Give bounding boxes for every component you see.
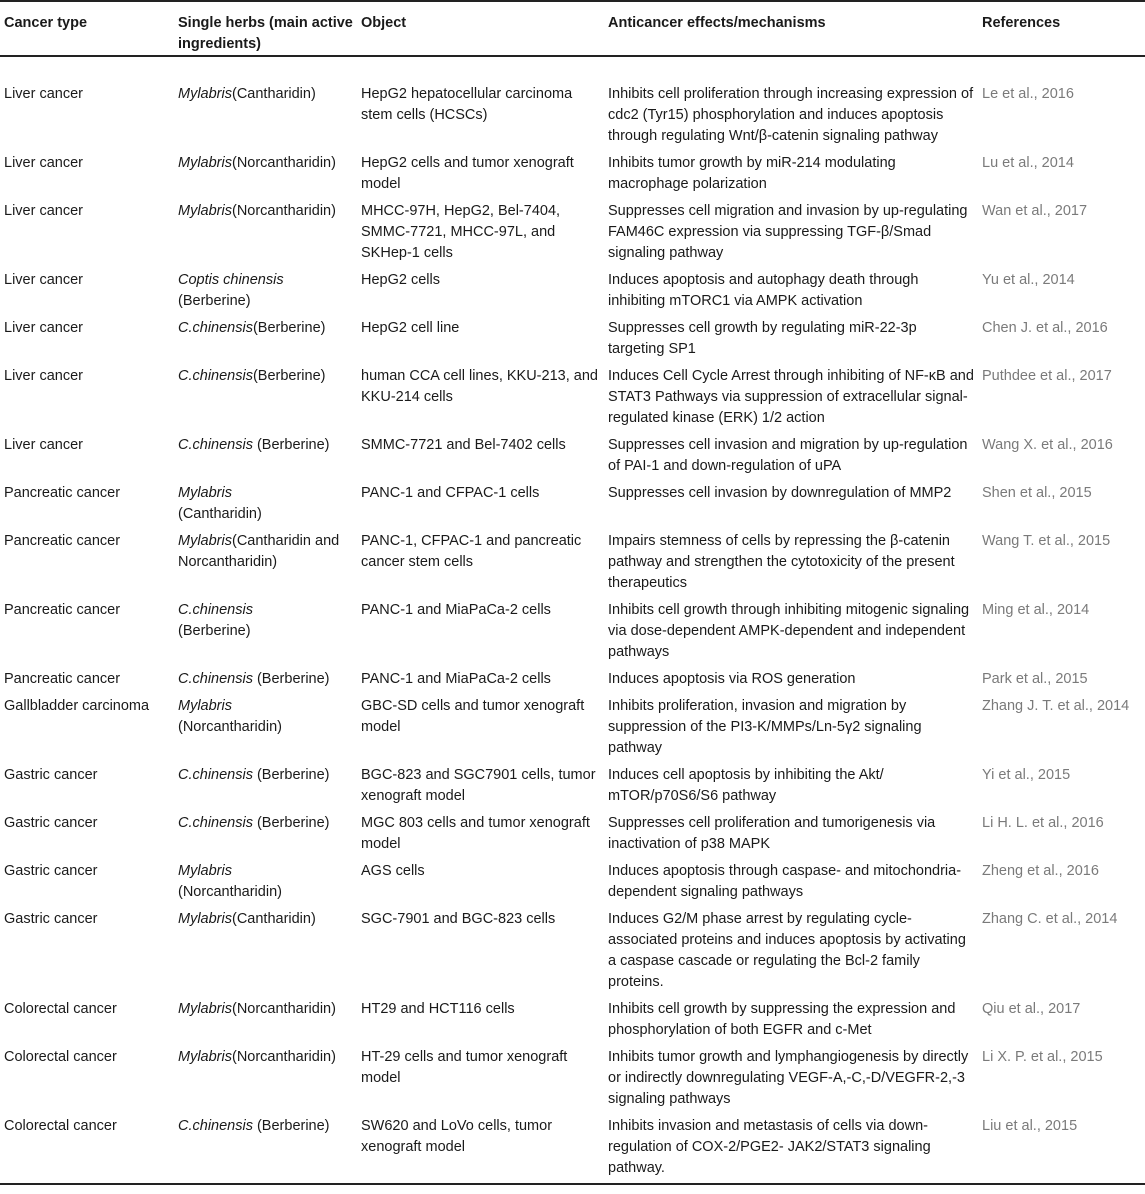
cell-reference: Qiu et al., 2017 (982, 1001, 1081, 1017)
herb-active-ingredient: (Norcantharidin) (178, 884, 282, 900)
cell-object: MGC 803 cells and tumor xenograft model (361, 815, 590, 852)
herb-species-name: Mylabris (178, 1001, 232, 1017)
herb-active-ingredient: (Berberine) (252, 1118, 330, 1134)
cell-single-herb (174, 528, 357, 597)
cell-reference: Le et al., 2016 (982, 86, 1074, 102)
cell-cancer-type: Colorectal cancer (4, 1049, 117, 1065)
cell-effect: Induces G2/M phase arrest by regulating cycle-associated proteins and induces apoptosis by activating a caspase cascade or regulating the Bcl-2 family proteins. (608, 911, 966, 990)
table-row (0, 315, 1145, 363)
table-row (0, 666, 1145, 693)
cell-single-herb (174, 1044, 357, 1113)
herb-species-name: C.chinensis (178, 815, 253, 831)
cell-object: HepG2 cells and tumor xenograft model (361, 155, 574, 192)
table-row (0, 810, 1145, 858)
table-row (0, 597, 1145, 666)
cell-reference: Li X. P. et al., 2015 (982, 1049, 1103, 1065)
cell-object: HepG2 cells (361, 272, 440, 288)
herb-active-ingredient: (Berberine) (178, 623, 251, 639)
herb-active-ingredient: (Berberine) (252, 767, 330, 783)
table-row (0, 198, 1145, 267)
table-row (0, 858, 1145, 906)
cell-effect: Suppresses cell growth by regulating miR-22-3p targeting SP1 (608, 320, 917, 357)
cell-reference: Park et al., 2015 (982, 671, 1088, 687)
cell-single-herb (174, 1113, 357, 1184)
cell-reference: Yi et al., 2015 (982, 767, 1071, 783)
cell-reference: Wang T. et al., 2015 (982, 533, 1111, 549)
herb-species-name: Mylabris (178, 533, 232, 549)
cell-object: PANC-1 and MiaPaCa-2 cells (361, 671, 551, 687)
cell-object: AGS cells (361, 863, 425, 879)
cell-single-herb (174, 363, 357, 432)
cell-cancer-type: Pancreatic cancer (4, 602, 121, 618)
table-row (0, 432, 1145, 480)
cell-object: PANC-1 and MiaPaCa-2 cells (361, 602, 551, 618)
cell-single-herb (174, 432, 357, 480)
herb-species-name: C.chinensis (178, 602, 253, 618)
cell-object: HT-29 cells and tumor xenograft model (361, 1049, 568, 1086)
table-row (0, 150, 1145, 198)
cell-single-herb (174, 666, 357, 693)
cell-single-herb (174, 858, 357, 906)
herb-active-ingredient: (Cantharidin) (231, 86, 316, 102)
cell-effect: Inhibits cell growth through inhibiting mitogenic signaling via dose-dependent AMPK-dependent and independent pathways (608, 602, 970, 660)
cell-effect: Inhibits invasion and metastasis of cells via down-regulation of COX-2/PGE2- JAK2/STAT3 signaling pathway. (604, 1113, 978, 1184)
table-header (0, 1, 1145, 56)
cell-cancer-type: Pancreatic cancer (4, 533, 121, 549)
header-references: References (978, 1, 1145, 56)
table-row (0, 1113, 1145, 1184)
cell-reference: Lu et al., 2014 (982, 155, 1074, 171)
cell-cancer-type: Pancreatic cancer (4, 671, 121, 687)
herb-species-name: Mylabris (178, 863, 232, 879)
cell-object: GBC-SD cells and tumor xenograft model (361, 698, 585, 735)
cell-effect: Induces apoptosis via ROS generation (608, 671, 856, 687)
cell-single-herb (174, 762, 357, 810)
herb-active-ingredient: (Norcantharidin) (231, 203, 336, 219)
cell-effect: Inhibits tumor growth by miR-214 modulating macrophage polarization (608, 155, 896, 192)
cell-single-herb (174, 810, 357, 858)
cell-single-herb (174, 480, 357, 528)
cell-reference: Wang X. et al., 2016 (982, 437, 1113, 453)
herb-active-ingredient: (Norcantharidin) (231, 1049, 336, 1065)
herb-active-ingredient: (Berberine) (252, 671, 330, 687)
cell-cancer-type: Liver cancer (4, 437, 83, 453)
cell-object: human CCA cell lines, KKU-213, and KKU-214 cells (361, 368, 598, 405)
cell-effect: Suppresses cell migration and invasion by up-regulating FAM46C expression via suppressing TGF-β/Smad signaling pathway (608, 203, 968, 261)
herb-active-ingredient: (Cantharidin) (231, 911, 316, 927)
cell-reference: Zheng et al., 2016 (982, 863, 1099, 879)
herb-active-ingredient: (Berberine) (252, 437, 330, 453)
herb-species-name: Mylabris (178, 1049, 232, 1065)
herb-species-name: Mylabris (178, 203, 232, 219)
herb-species-name: C.chinensis (178, 767, 253, 783)
header-effects: Anticancer effects/mechanisms (604, 1, 978, 56)
cell-object: SMMC-7721 and Bel-7402 cells (361, 437, 566, 453)
herb-species-name: Mylabris (178, 911, 232, 927)
cell-cancer-type: Gastric cancer (4, 863, 98, 879)
cell-single-herb (174, 693, 357, 762)
table-row (0, 693, 1145, 762)
herb-active-ingredient: (Cantharidin) (178, 506, 262, 522)
cell-cancer-type: Colorectal cancer (0, 1113, 174, 1184)
cell-reference: Puthdee et al., 2017 (982, 368, 1112, 384)
cell-cancer-type: Liver cancer (4, 86, 83, 102)
herb-active-ingredient: (Berberine) (252, 815, 330, 831)
header-cancer-type: Cancer type (0, 1, 174, 56)
table-row (0, 56, 1145, 150)
cell-reference: Ming et al., 2014 (982, 602, 1090, 618)
herb-active-ingredient: (Berberine) (178, 293, 251, 309)
table-row (0, 1044, 1145, 1113)
cell-single-herb (174, 56, 357, 150)
cell-object: SGC-7901 and BGC-823 cells (361, 911, 556, 927)
cell-reference: Yu et al., 2014 (982, 272, 1075, 288)
cell-effect: Induces apoptosis through caspase- and mitochondria-dependent signaling pathways (608, 863, 962, 900)
cell-object: PANC-1, CFPAC-1 and pancreatic cancer stem cells (361, 533, 582, 570)
table-row (0, 267, 1145, 315)
herb-active-ingredient: (Norcantharidin) (231, 1001, 336, 1017)
herb-species-name: Mylabris (178, 485, 232, 501)
cell-object: MHCC-97H, HepG2, Bel-7404, SMMC-7721, MHCC-97L, and SKHep-1 cells (361, 203, 561, 261)
cell-single-herb (174, 198, 357, 267)
cell-single-herb (174, 267, 357, 315)
cell-object: HepG2 hepatocellular carcinoma stem cells (HCSCs) (361, 86, 573, 123)
table-row (0, 363, 1145, 432)
cell-effect: Inhibits cell growth by suppressing the expression and phosphorylation of both EGFR and c-Met (608, 1001, 956, 1038)
herb-species-name: C.chinensis (178, 671, 253, 687)
table-row (0, 996, 1145, 1044)
herb-species-name: C.chinensis (178, 320, 253, 336)
cell-cancer-type: Liver cancer (4, 272, 83, 288)
cell-object: HT29 and HCT116 cells (361, 1001, 515, 1017)
header-single-herbs: Single herbs (main active ingredients) (174, 1, 357, 56)
herb-species-name: Mylabris (178, 155, 232, 171)
table-body (0, 56, 1145, 1184)
herb-active-ingredient: (Norcantharidin) (178, 719, 282, 735)
herb-species-name: C.chinensis (178, 437, 253, 453)
cell-cancer-type: Liver cancer (4, 155, 83, 171)
cell-single-herb (174, 996, 357, 1044)
cell-effect: Inhibits tumor growth and lymphangiogenesis by directly or indirectly downregulating VEGF-A,-C,-D/VEGFR-2,-3 signaling pathways (608, 1049, 969, 1107)
cell-cancer-type: Liver cancer (4, 320, 83, 336)
cell-object: BGC-823 and SGC7901 cells, tumor xenograft model (361, 767, 596, 804)
cell-cancer-type: Liver cancer (4, 368, 83, 384)
table-row (0, 906, 1145, 996)
cell-effect: Induces Cell Cycle Arrest through inhibiting of NF-κB and STAT3 Pathways via suppression of extracellular signal-regulated kinase (ERK) 1/2 action (608, 368, 974, 426)
table-row (0, 762, 1145, 810)
herb-active-ingredient: (Cantharidin and Norcantharidin) (178, 533, 340, 570)
herb-species-name: C.chinensis (178, 1118, 253, 1134)
cell-effect: Impairs stemness of cells by repressing the β-catenin pathway and strengthen the cytotoxicity of the present therapeutics (608, 533, 955, 591)
cell-reference: Liu et al., 2015 (978, 1113, 1145, 1184)
cell-effect: Suppresses cell proliferation and tumorigenesis via inactivation of p38 MAPK (608, 815, 936, 852)
cell-effect: Suppresses cell invasion by downregulation of MMP2 (608, 485, 952, 501)
cell-effect: Induces apoptosis and autophagy death through inhibiting mTORC1 via AMPK activation (608, 272, 919, 309)
cell-reference: Wan et al., 2017 (982, 203, 1088, 219)
cell-cancer-type: Gastric cancer (4, 767, 98, 783)
herb-species-name: Coptis chinensis (178, 272, 284, 288)
cell-reference: Shen et al., 2015 (982, 485, 1092, 501)
cell-cancer-type: Liver cancer (4, 203, 83, 219)
cell-cancer-type: Gastric cancer (4, 815, 98, 831)
cell-cancer-type: Gallbladder carcinoma (4, 698, 150, 714)
herb-active-ingredient: (Berberine) (252, 368, 326, 384)
cell-cancer-type: Colorectal cancer (4, 1001, 117, 1017)
herb-species-name: C.chinensis (178, 368, 253, 384)
table-row (0, 528, 1145, 597)
herb-active-ingredient: (Norcantharidin) (231, 155, 336, 171)
header-object: Object (357, 1, 604, 56)
cell-cancer-type: Gastric cancer (4, 911, 98, 927)
cell-effect: Induces cell apoptosis by inhibiting the Akt/ mTOR/p70S6/S6 pathway (608, 767, 884, 804)
cell-object: PANC-1 and CFPAC-1 cells (361, 485, 540, 501)
cell-reference: Chen J. et al., 2016 (982, 320, 1108, 336)
cell-effect: Suppresses cell invasion and migration by up-regulation of PAI-1 and down-regulation of uPA (608, 437, 968, 474)
herb-species-name: Mylabris (178, 698, 232, 714)
cell-effect: Inhibits cell proliferation through increasing expression of cdc2 (Tyr15) phosphorylation and induces apoptosis through regulating Wnt/β-catenin signaling pathway (608, 86, 974, 144)
cell-object: HepG2 cell line (361, 320, 460, 336)
cell-reference: Li H. L. et al., 2016 (982, 815, 1104, 831)
cell-single-herb (174, 315, 357, 363)
cell-object: SW620 and LoVo cells, tumor xenograft model (357, 1113, 604, 1184)
herb-active-ingredient: (Berberine) (252, 320, 326, 336)
cell-reference: Zhang J. T. et al., 2014 (982, 698, 1130, 714)
herb-species-name: Mylabris (178, 86, 232, 102)
cell-single-herb (174, 150, 357, 198)
cell-reference: Zhang C. et al., 2014 (982, 911, 1118, 927)
cell-single-herb (174, 597, 357, 666)
cell-single-herb (174, 906, 357, 996)
cell-cancer-type: Pancreatic cancer (4, 485, 121, 501)
cell-effect: Inhibits proliferation, invasion and migration by suppression of the PI3-K/MMPs/Ln-5γ2 signaling pathway (608, 698, 922, 756)
header-row (0, 1, 1145, 56)
table-row (0, 480, 1145, 528)
